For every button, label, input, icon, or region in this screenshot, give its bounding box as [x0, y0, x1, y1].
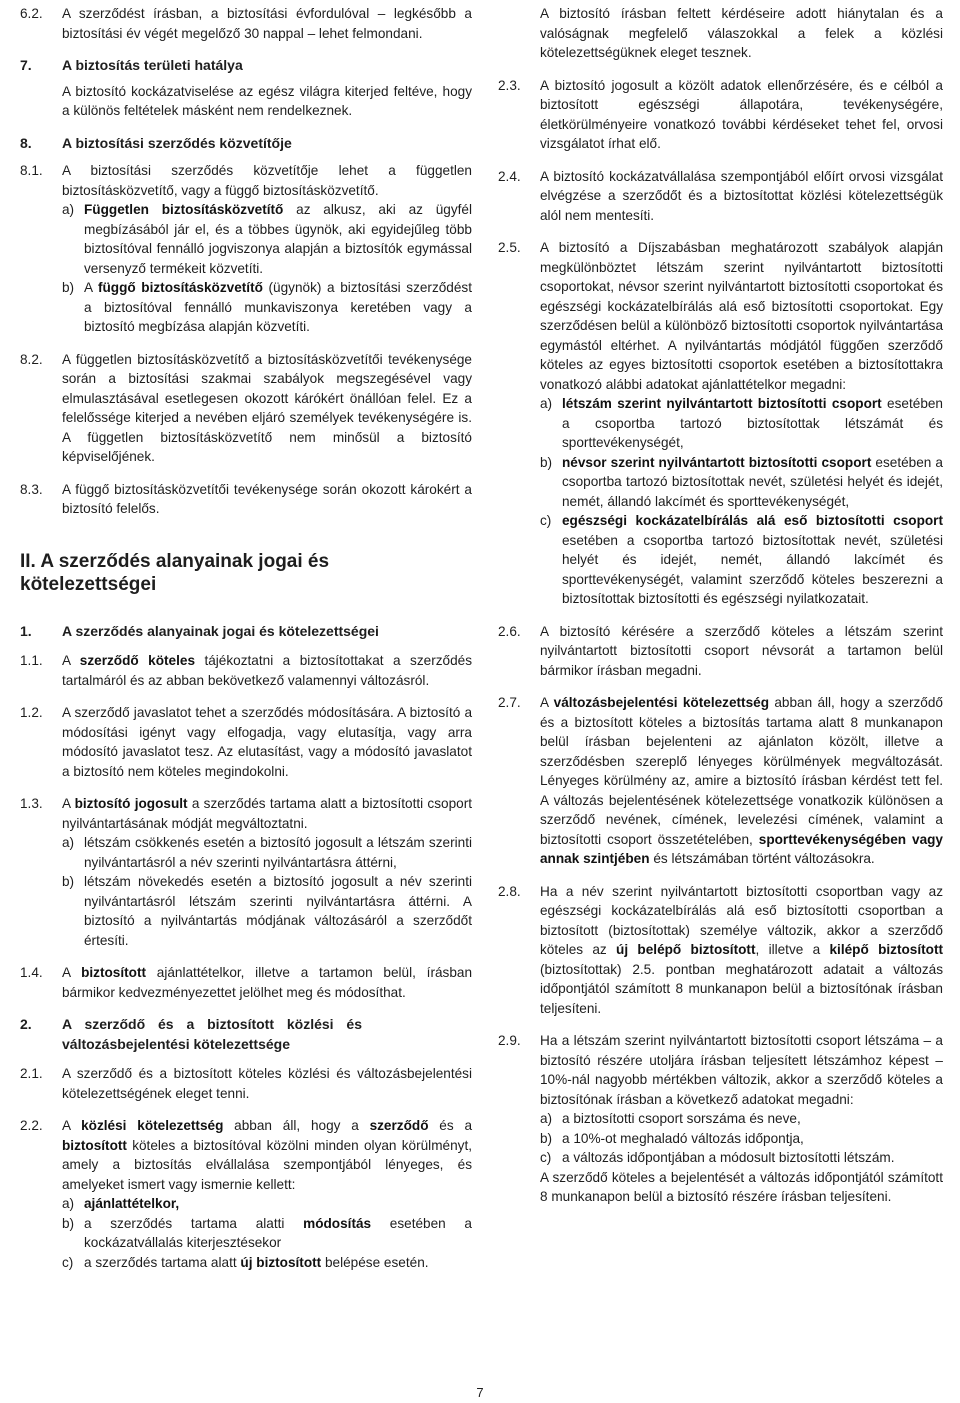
list-item-b: [540, 1129, 943, 1149]
section-title: A szerződő és a biztosított közlési és változásbejelentési kötelezettsége: [62, 1016, 362, 1052]
clause-text: A szerződést írásban, a biztosítási évfordulóval – legkésőbb a biztosítási év végét megelőző 30 nappal – lehet felmondani.: [62, 6, 472, 41]
clause-number: 2.5.: [498, 240, 521, 255]
clause-number: 2.9.: [498, 1033, 521, 1048]
list-item-a: [540, 1109, 943, 1129]
clause-text: abban áll, hogy a: [223, 1118, 370, 1133]
section-title: A szerződés alanyainak jogai és kötelezettségei: [62, 622, 379, 639]
clause-text: A függő biztosításközvetítői tevékenysége során okozott károkért a biztosító felelős.: [62, 481, 472, 516]
clause-text: Ha a név szerint nyilvántartott biztosítotti csoportban vagy az egészségi kockázatelbírálás alá eső biztosítotti csoportban a biztosított (biztosítottak) személye változik, akkor a szerződő köteles az: [540, 883, 943, 957]
list-marker: c): [540, 513, 552, 528]
list-text: (ügynök) a biztosítási szerződést a biztosítóval fennálló munkaviszonya keretében vagy a biztosító megbízása alapján közvetíti.: [84, 280, 472, 334]
list-marker: b): [62, 874, 75, 889]
clause-1-3: [20, 794, 472, 950]
section-title: A biztosítási szerződés közvetítője: [62, 134, 292, 151]
clause-2-5: [498, 238, 943, 609]
clause-text: tájékoztatni a biztosítottakat a szerződés tartalmáról és az abban bekövetkező valamennyi változásról.: [62, 653, 472, 688]
clause-number: 8.1.: [20, 163, 43, 178]
list-item-b: [62, 1214, 472, 1253]
list-marker: b): [62, 280, 75, 295]
right-column: [498, 4, 943, 1220]
clause-number: 2.2.: [20, 1118, 43, 1133]
term-bold: módosítás: [303, 1215, 372, 1231]
list-text: esetében a csoportba tartozó biztosítottak nevét, születési helyét és idejét, nemét, állandó lakcímét és sporttevékenységét, valamint szerződő köteles beszerezni a biztosítottak biztosítotti és egészségi nyilatkozatait.: [562, 532, 943, 606]
clause-number: 1.2.: [20, 705, 43, 720]
section-2-heading: [20, 1015, 362, 1054]
clause-number: 2.6.: [498, 623, 521, 639]
list-text: a 10%-ot meghaladó változás időpontja,: [562, 1130, 804, 1146]
clause-2-7: [498, 693, 943, 869]
clause-number: 2.7.: [498, 695, 521, 710]
clause-text: A szerződő és a biztosított köteles közlési és változásbejelentési kötelezettségének eleget tenni.: [62, 1066, 472, 1101]
section-1-heading: [20, 622, 472, 642]
clause-text: A szerződő javaslatot tehet a szerződés módosítására. A biztosító a módosítási igényt vagy elfogadja, vagy elutasítja, vagy arra módosító javaslatot tesz. Az elutasítást, vagy a módosító javaslatot a biztosító nem köteles megindokolni.: [62, 705, 472, 779]
term-bold: ajánlattételkor,: [84, 1196, 180, 1211]
list-item-b: [540, 453, 943, 512]
list-marker: a): [540, 396, 553, 411]
list-item-c: [540, 511, 943, 609]
clause-2-1: [20, 1064, 472, 1103]
clause-number: 1.3.: [20, 796, 43, 811]
term-bold: kilépő biztosított: [829, 942, 944, 957]
clause-2-2-continued: [498, 4, 943, 63]
section-number: 2.: [20, 1016, 32, 1032]
list-marker: b): [62, 1215, 75, 1231]
clause-text: A: [62, 965, 82, 980]
clause-8-3: [20, 480, 472, 519]
list-text: a szerződés tartama alatt: [84, 1254, 241, 1270]
term-bold: közlési kötelezettség: [81, 1118, 224, 1133]
clause-text: és létszámában történt változásokra.: [649, 851, 875, 866]
list-marker: a): [62, 835, 75, 850]
clause-text: A: [62, 1118, 82, 1133]
clause-text-after: A szerződő köteles a bejelentését a változás időpontjától számított 8 munkanapon belül a biztosító részére írásban teljesíteni.: [540, 1169, 943, 1204]
clause-number: 2.8.: [498, 883, 521, 899]
section-7-heading: [20, 56, 472, 76]
clause-text: A biztosító írásban feltett kérdéseire adott hiánytalan és a valóságnak megfelelő válaszokkal a felek a közlési kötelezettségüknek eleget tesznek.: [540, 6, 943, 60]
clause-number: 1.1.: [20, 653, 43, 668]
list-marker: a): [62, 1196, 75, 1211]
term-bold: új biztosított: [240, 1254, 322, 1270]
clause-text: és a: [428, 1118, 473, 1133]
list-marker: b): [540, 1130, 553, 1146]
clause-text: Ha a létszám szerint nyilvántartott biztosítotti csoport létszáma – a biztosító részére utoljára írásban teljesített létszámhoz képest – 10%-nál nagyobb mértékben változik, akkor a szerződő köteles a biztosítónak írásban a következő adatokat megadni:: [540, 1033, 943, 1107]
clause-2-4: [498, 167, 943, 226]
list-item-a: [62, 200, 472, 278]
list-text: esetében a csoportba tartozó biztosítottak nevét, születési helyét és idejét, nemét, állandó lakcímét és sporttevékenységét,: [562, 454, 943, 509]
clause-text: ajánlattételkor, illetve a tartamon belül, írásban bármikor kedvezményezettet jelölhet meg és módosíthat.: [62, 965, 473, 1000]
clause-text: köteles a biztosítóval közölni minden olyan körülményt, amely a biztosítás elvállalása szempontjából lényeges, és amelyeket ismert vagy ismernie kellett:: [62, 1137, 472, 1192]
clause-text: A biztosító kockázatvállalása szempontjából előírt orvosi vizsgálat elvégzése a szerződőt és a biztosítottat közlési kötelezettségük alól nem mentesíti.: [540, 168, 943, 223]
clause-text: abban áll, hogy a szerződő és a biztosított köteles a biztosítás tartama alatt 8 munkanapon belül írásban bejelenteni az ajánlaton közölt, illetve a szerződésben szereplő lényeges körülmények megváltozását. Lényeges körülmény az, amire a biztosító írásban kérdést tett fel. A változás bejelentésének kötelezettsége vonatkozik különösen a szerződő nevének, címének, levelezési címének, valamint a biztosítotti csoport összetételében,: [540, 695, 943, 847]
clause-text: A biztosítási szerződés közvetítője lehet a független biztosításközvetítő, vagy a függő biztosításközvetítő.: [62, 163, 472, 198]
section-7-text: [20, 82, 472, 121]
clause-2-9: [498, 1031, 943, 1207]
list-text: esetében a csoportba tartozó biztosítottak létszámát és sporttevékenységét,: [562, 396, 943, 450]
clause-text: A: [62, 653, 80, 668]
page-number: 7: [476, 1385, 484, 1400]
term-bold: függő biztosításközvetítő: [97, 280, 263, 295]
list-text: a szerződés tartama alatti: [84, 1215, 304, 1231]
clause-text: A független biztosításközvetítő a biztosításközvetítői tevékenysége során a biztosítási szakmai szabályok megszegésével vagy elmulasztásával esetlegesen okozott kárókért önállóan felel. Ez a felelőssége kiterjed a nevében eljáró személyek tevékenységére is. A független biztosításközvetítő nem minősül a biztosító képviselőjének.: [62, 351, 472, 464]
clause-text: A biztosító kockázatviselése az egész világra kiterjed feltéve, hogy a különös feltételek másként nem rendelkeznek.: [62, 83, 472, 118]
list-item-b: [62, 278, 472, 337]
clause-8-2: [20, 350, 472, 467]
clause-text: A biztosító jogosult a közölt adatok ellenőrzésére, és e célból a biztosított egészségi állapotára, tevékenységére, életkörülményeire vonatkozó további kérdéseket tehet fel, orvosi vizsgálatot írhat elő.: [540, 77, 943, 151]
term-bold: névsor szerint nyilvántartott biztosítotti csoport: [562, 454, 872, 470]
term-bold: biztosított: [62, 1137, 127, 1153]
clause-text: (biztosítottak) 2.5. pontban meghatározott adatait a változás időpontjától számított 8 munkanapon belül a biztosítónak írásban teljesíteni.: [540, 961, 943, 1016]
clause-1-2: [20, 703, 472, 781]
term-bold: biztosító jogosult: [74, 796, 188, 811]
list-item-c: [62, 1253, 472, 1273]
list-text: létszám csökkenés esetén a biztosító jogosult a létszám szerinti nyilvántartásról a név szerinti nyilvántartásra áttérni,: [84, 835, 472, 870]
clause-number: 8.2.: [20, 351, 43, 367]
section-number: 8.: [20, 134, 32, 151]
list-text: a változás időpontjában a módosult biztosítotti létszám.: [562, 1150, 895, 1165]
section-number: 1.: [20, 622, 32, 639]
clause-number: 2.3.: [498, 77, 521, 93]
list-text: A: [84, 280, 98, 295]
clause-2-8: [498, 882, 943, 1019]
section-8-heading: [20, 134, 472, 154]
clause-number: 1.4.: [20, 965, 43, 980]
clause-number: 2.1.: [20, 1066, 43, 1081]
clause-text: A biztosító a Díjszabásban meghatározott szabályok alapján megkülönböztet létszám szerint nyilvántartott biztosítotti csoportokat, névsor szerint nyilvántartott biztosítotti csoportokat és egészségi kockázatelbírálás alá eső biztosítotti csoportokat. Egy szerződésen belül a különböző biztosítotti csoportok nyilvántartása egymástól eltérhet. A nyilvántartás módjától függően szerződő köteles az egyes biztosítotti csoportok esetében a biztosítottakra vonatkozó alábbi adatokat ajánlattételkor megadni:: [540, 240, 943, 392]
term-bold: biztosított: [81, 965, 147, 980]
clause-1-1: [20, 651, 472, 690]
clause-number: 2.4.: [498, 168, 521, 184]
list-item-a: [540, 394, 943, 453]
clause-text: A: [540, 695, 554, 710]
section-ii-title: II. A szerződés alanyainak jogai és kötelezettségei: [20, 550, 330, 595]
list-marker: b): [540, 454, 553, 470]
term-bold: szerződő köteles: [79, 653, 195, 668]
clause-2-3: [498, 76, 943, 154]
list-marker: a): [540, 1111, 553, 1126]
section-number: 7.: [20, 57, 32, 73]
clause-text: A biztosító kérésére a szerződő köteles a létszám szerint nyilvántartott biztosítotti csoport névsorát a tartamon belül bármikor írásban megadni.: [540, 623, 943, 678]
list-item-c: [540, 1148, 943, 1168]
list-marker: a): [62, 202, 75, 217]
list-text: az alkusz, aki az ügyfél megbízásából jár el, és a többes ügynök, aki egyidejűleg több biztosítóval fennálló jogviszonya alapján a biztosítók egymással versenyző termékeit közvetíti.: [84, 202, 473, 276]
clause-text: , illetve a: [755, 942, 830, 957]
clause-text: A: [62, 796, 75, 811]
section-title: A biztosítás területi hatálya: [62, 57, 243, 73]
clause-number: 8.3.: [20, 481, 43, 497]
list-text: létszám növekedés esetén a biztosító jogosult a név szerinti nyilvántartásról létszám szerinti nyilvántartásra áttérni. A biztosító a nyilvántartás módjának változásáról a szerződőt értesíti.: [84, 874, 472, 948]
clause-1-4: [20, 963, 472, 1002]
list-item-b: [62, 872, 472, 950]
term-bold: egészségi kockázatelbírálás alá eső biztosítotti csoport: [562, 513, 943, 528]
clause-text: a szerződés tartama alatt a biztosítotti csoport nyilvántartásának módját megváltoztatni.: [62, 796, 473, 831]
clause-6-2: [20, 4, 472, 43]
list-text: belépése esetén.: [321, 1254, 429, 1270]
term-bold: létszám szerint nyilvántartott biztosítotti csoport: [562, 396, 882, 411]
clause-8-1: [20, 161, 472, 337]
list-text: a biztosítotti csoport sorszáma és neve,: [562, 1111, 801, 1126]
list-text: esetében a kockázatvállalás kiterjesztésekor: [84, 1215, 472, 1250]
term-bold: új belépő biztosított: [616, 942, 756, 957]
term-bold: változásbejelentési kötelezettség: [553, 695, 769, 710]
list-marker: c): [62, 1254, 74, 1270]
left-column: [20, 4, 472, 1285]
clause-2-6: [498, 622, 943, 681]
term-bold: szerződő: [369, 1118, 429, 1133]
term-bold: Független biztosításközvetítő: [84, 202, 284, 217]
list-item-a: [62, 1194, 472, 1214]
clause-number: 6.2.: [20, 6, 43, 21]
list-item-a: [62, 833, 472, 872]
term-bold: sporttevékenységében vagy annak szintjében: [540, 831, 943, 866]
clause-2-2: [20, 1116, 472, 1272]
list-marker: c): [540, 1150, 552, 1165]
